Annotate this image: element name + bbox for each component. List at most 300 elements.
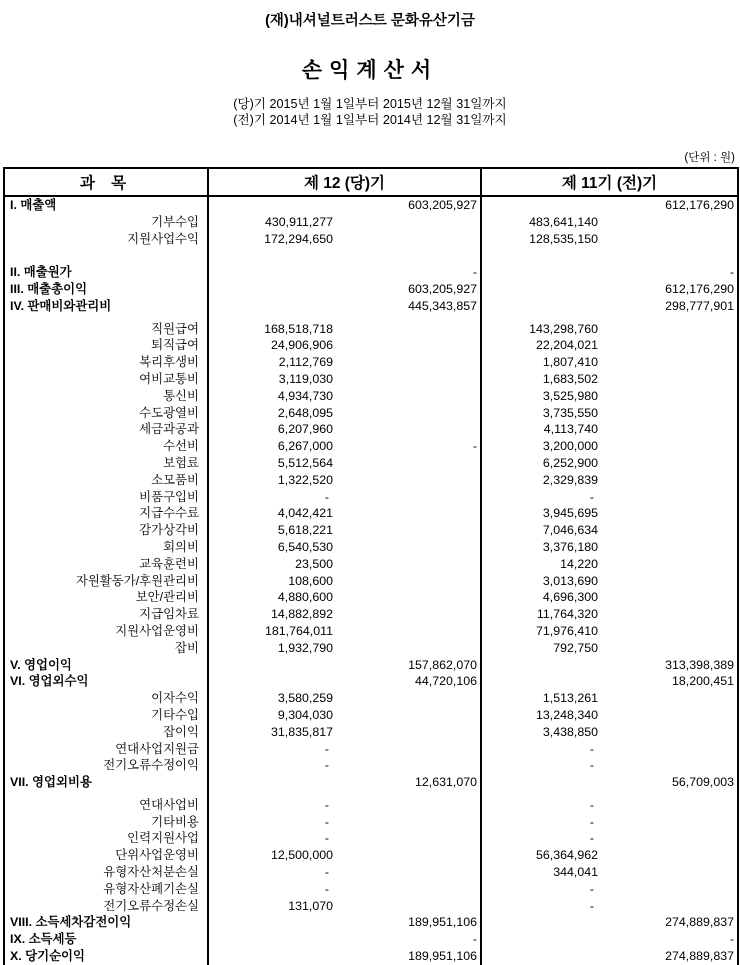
detail-amount xyxy=(482,948,598,965)
statement-row xyxy=(4,640,738,657)
account-label-major: V. 영업이익 xyxy=(10,657,72,672)
account-label-sub: 자원활동가/후원관리비 xyxy=(75,573,199,588)
statement-row xyxy=(4,196,738,214)
total-amount xyxy=(598,337,737,354)
document-title: 손익계산서 xyxy=(301,59,439,82)
total-amount: 189,951,106 xyxy=(408,915,477,930)
statement-row xyxy=(4,573,738,590)
account-cell xyxy=(4,455,208,472)
column-header-prior-period: 제 11기 (전)기 xyxy=(481,168,738,196)
detail-amount: 9,304,030 xyxy=(277,707,333,722)
account-cell xyxy=(4,657,208,674)
prior-period-cell xyxy=(481,914,738,931)
statement-row xyxy=(4,539,738,556)
income-statement-table xyxy=(3,167,739,965)
total-amount xyxy=(333,388,480,405)
statement-row xyxy=(4,354,738,371)
total-amount: 12,631,070 xyxy=(414,775,477,790)
current-period-cell xyxy=(208,247,481,264)
statement-row xyxy=(4,814,738,831)
statement-row xyxy=(4,690,738,707)
account-cell xyxy=(4,371,208,388)
current-period-cell xyxy=(208,847,481,864)
account-cell xyxy=(4,264,208,281)
detail-amount: 3,438,850 xyxy=(542,724,598,739)
detail-amount: 3,735,550 xyxy=(542,405,598,420)
detail-amount: 11,764,320 xyxy=(536,607,598,622)
detail-amount: 792,750 xyxy=(553,640,598,655)
current-period-cell xyxy=(208,539,481,556)
detail-amount: 5,512,564 xyxy=(277,455,333,470)
total-amount xyxy=(333,505,480,522)
account-cell xyxy=(4,847,208,864)
total-amount xyxy=(598,741,737,758)
prior-period-cell xyxy=(481,231,738,248)
total-amount xyxy=(333,489,480,506)
total-amount: 298,777,901 xyxy=(665,298,734,313)
total-amount xyxy=(598,707,737,724)
statement-row xyxy=(4,724,738,741)
detail-amount: 344,041 xyxy=(553,865,598,880)
current-period-cell xyxy=(208,522,481,539)
account-label-sub: 인력지원사업 xyxy=(127,831,199,846)
detail-amount: - xyxy=(589,489,594,504)
statement-row xyxy=(4,673,738,690)
detail-amount xyxy=(482,657,598,674)
account-label-sub: 회의비 xyxy=(163,539,199,554)
account-label-major: VII. 영업외비용 xyxy=(10,775,92,790)
account-label-major: I. 매출액 xyxy=(10,198,57,212)
statement-row xyxy=(4,797,738,814)
prior-period-cell xyxy=(481,573,738,590)
current-period-cell xyxy=(208,914,481,931)
current-period-cell xyxy=(208,707,481,724)
detail-amount xyxy=(209,281,333,298)
prior-period-cell xyxy=(481,438,738,455)
total-amount xyxy=(333,214,480,231)
account-cell xyxy=(4,640,208,657)
account-cell xyxy=(4,774,208,791)
statement-row xyxy=(4,472,738,489)
total-amount: 189,951,106 xyxy=(408,949,477,964)
total-amount xyxy=(598,505,737,522)
detail-amount xyxy=(482,931,598,948)
account-label-sub: 수선비 xyxy=(163,439,199,454)
current-period-cell xyxy=(208,657,481,674)
detail-amount: 14,220 xyxy=(560,556,598,571)
column-header-account: 과 목 xyxy=(4,168,208,196)
detail-amount: 2,648,095 xyxy=(277,405,333,420)
prior-period-cell xyxy=(481,321,738,338)
detail-amount: 131,070 xyxy=(288,898,333,913)
detail-amount: 108,600 xyxy=(288,573,333,588)
account-label-major: VI. 영업외수익 xyxy=(10,674,89,689)
prior-period-cell xyxy=(481,881,738,898)
statement-row xyxy=(4,298,738,315)
detail-amount: 4,880,600 xyxy=(277,590,333,605)
total-amount: 274,889,837 xyxy=(665,949,734,964)
prior-period-cell xyxy=(481,405,738,422)
total-amount xyxy=(333,556,480,573)
current-period-cell xyxy=(208,354,481,371)
prior-period-cell xyxy=(481,757,738,774)
statement-row xyxy=(4,522,738,539)
total-amount xyxy=(598,405,737,422)
total-amount xyxy=(333,814,480,831)
total-amount xyxy=(598,573,737,590)
account-cell xyxy=(4,623,208,640)
prior-period-cell xyxy=(481,830,738,847)
current-period-cell xyxy=(208,371,481,388)
prior-period-cell xyxy=(481,505,738,522)
total-amount xyxy=(333,623,480,640)
account-label-sub: 교육훈련비 xyxy=(139,556,199,571)
prior-period-cell xyxy=(481,556,738,573)
total-amount xyxy=(598,421,737,438)
detail-amount xyxy=(209,774,333,791)
current-period-cell xyxy=(208,757,481,774)
total-amount: 157,862,070 xyxy=(408,657,477,672)
total-amount xyxy=(333,321,480,338)
account-cell xyxy=(4,388,208,405)
spacer-row xyxy=(4,247,738,264)
account-label-sub: 세금과공과 xyxy=(139,422,199,437)
detail-amount xyxy=(482,281,598,298)
total-amount xyxy=(333,522,480,539)
detail-amount: - xyxy=(324,741,329,756)
total-amount xyxy=(598,606,737,623)
statement-row xyxy=(4,455,738,472)
total-amount xyxy=(333,354,480,371)
detail-amount: 14,882,892 xyxy=(270,607,333,622)
total-amount: - xyxy=(472,439,477,454)
statement-row xyxy=(4,757,738,774)
statement-row xyxy=(4,589,738,606)
total-amount xyxy=(598,321,737,338)
account-cell xyxy=(4,405,208,422)
account-label-sub: 지원사업수익 xyxy=(127,231,199,246)
detail-amount: - xyxy=(589,831,594,846)
account-cell xyxy=(4,556,208,573)
total-amount xyxy=(598,640,737,657)
prior-period-cell xyxy=(481,455,738,472)
table-body xyxy=(4,196,738,965)
statement-row xyxy=(4,388,738,405)
prior-period-cell xyxy=(481,264,738,281)
current-period-cell xyxy=(208,298,481,315)
detail-amount: 31,835,817 xyxy=(270,724,333,739)
current-period-cell xyxy=(208,281,481,298)
account-label-sub: 전기오류수정이익 xyxy=(103,758,199,773)
account-cell xyxy=(4,898,208,915)
prior-period-cell xyxy=(481,847,738,864)
statement-row xyxy=(4,948,738,965)
total-amount xyxy=(333,371,480,388)
detail-amount: 128,535,150 xyxy=(529,231,598,246)
total-amount xyxy=(333,231,480,248)
account-cell xyxy=(4,741,208,758)
current-period-line: (당)기 2015년 1월 1일부터 2015년 12월 31일까지 xyxy=(233,97,507,111)
statement-row xyxy=(4,264,738,281)
account-cell xyxy=(4,881,208,898)
account-label-sub: 감가상각비 xyxy=(139,523,199,538)
detail-amount: - xyxy=(589,814,594,829)
current-period-cell xyxy=(208,196,481,214)
detail-amount xyxy=(209,264,333,281)
detail-amount: 3,580,259 xyxy=(277,691,333,706)
account-cell xyxy=(4,421,208,438)
detail-amount: 1,683,502 xyxy=(542,371,598,386)
account-label-sub: 전기오류수정손실 xyxy=(103,898,199,913)
total-amount xyxy=(598,690,737,707)
total-amount: 56,709,003 xyxy=(671,775,734,790)
total-amount: 18,200,451 xyxy=(671,674,734,689)
total-amount: 44,720,106 xyxy=(414,674,477,689)
total-amount xyxy=(598,556,737,573)
prior-period-cell xyxy=(481,707,738,724)
prior-period-cell xyxy=(481,522,738,539)
current-period-cell xyxy=(208,623,481,640)
total-amount xyxy=(598,757,737,774)
detail-amount: 3,200,000 xyxy=(542,439,598,454)
total-amount: - xyxy=(729,932,734,947)
current-period-cell xyxy=(208,214,481,231)
total-amount: 603,205,927 xyxy=(408,198,477,212)
detail-amount: 5,618,221 xyxy=(277,523,333,538)
account-cell xyxy=(4,914,208,931)
account-cell xyxy=(4,337,208,354)
statement-row xyxy=(4,606,738,623)
account-cell xyxy=(4,673,208,690)
detail-amount: - xyxy=(589,797,594,812)
detail-amount: 3,119,030 xyxy=(278,371,333,386)
account-cell xyxy=(4,196,208,214)
detail-amount: 23,500 xyxy=(295,556,333,571)
total-amount xyxy=(598,438,737,455)
account-cell xyxy=(4,438,208,455)
current-period-cell xyxy=(208,864,481,881)
detail-amount: - xyxy=(324,831,329,846)
detail-amount: 4,696,300 xyxy=(542,590,598,605)
total-amount xyxy=(598,455,737,472)
detail-amount: 168,518,718 xyxy=(264,321,333,336)
current-period-cell xyxy=(208,881,481,898)
total-amount xyxy=(333,455,480,472)
account-label-sub: 비품구입비 xyxy=(139,489,199,504)
detail-amount: - xyxy=(324,489,329,504)
total-amount xyxy=(598,881,737,898)
statement-row xyxy=(4,489,738,506)
account-label-sub: 복리후생비 xyxy=(139,355,199,370)
detail-amount xyxy=(482,197,598,214)
total-amount xyxy=(598,354,737,371)
current-period-cell xyxy=(208,231,481,248)
account-label-sub: 보험료 xyxy=(163,455,199,470)
prior-period-cell xyxy=(481,421,738,438)
current-period-cell xyxy=(208,948,481,965)
account-label-major: VIII. 소득세차감전이익 xyxy=(10,915,132,930)
detail-amount: 430,911,277 xyxy=(265,214,333,229)
account-label-major: II. 매출원가 xyxy=(10,265,72,280)
total-amount: - xyxy=(729,265,734,280)
statement-row xyxy=(4,881,738,898)
current-period-cell xyxy=(208,673,481,690)
account-label-major: X. 당기순이익 xyxy=(10,949,85,964)
total-amount: 313,398,389 xyxy=(665,657,734,672)
detail-amount xyxy=(482,264,598,281)
account-cell xyxy=(4,814,208,831)
detail-amount: 1,932,790 xyxy=(277,640,333,655)
total-amount xyxy=(333,864,480,881)
prior-period-cell xyxy=(481,898,738,915)
detail-amount xyxy=(482,774,598,791)
prior-period-cell xyxy=(481,214,738,231)
prior-period-cell xyxy=(481,247,738,264)
account-label-sub: 연대사업지원금 xyxy=(115,741,199,756)
account-label-sub: 유형자산처분손실 xyxy=(103,865,199,880)
prior-period-cell xyxy=(481,948,738,965)
account-label-sub: 잡이익 xyxy=(163,724,199,739)
prior-period-cell xyxy=(481,281,738,298)
statement-row xyxy=(4,864,738,881)
account-cell xyxy=(4,247,208,264)
account-cell xyxy=(4,231,208,248)
detail-amount: 2,112,769 xyxy=(278,355,333,370)
prior-period-cell xyxy=(481,606,738,623)
detail-amount: 143,298,760 xyxy=(529,321,598,336)
prior-period-line: (전)기 2014년 1월 1일부터 2014년 12월 31일까지 xyxy=(233,112,507,127)
detail-amount: 3,376,180 xyxy=(542,539,598,554)
total-amount xyxy=(333,830,480,847)
prior-period-cell xyxy=(481,539,738,556)
prior-period-cell xyxy=(481,814,738,831)
detail-amount xyxy=(482,298,598,315)
detail-amount xyxy=(209,197,333,214)
account-label-sub: 직원급여 xyxy=(151,321,199,336)
organization-name: (재)내셔널트러스트 문화유산기금 xyxy=(265,13,475,29)
current-period-cell xyxy=(208,421,481,438)
table-header xyxy=(4,168,738,196)
statement-row xyxy=(4,914,738,931)
total-amount xyxy=(598,522,737,539)
account-cell xyxy=(4,864,208,881)
detail-amount: 2,329,839 xyxy=(542,472,598,487)
prior-period-cell xyxy=(481,931,738,948)
statement-row xyxy=(4,421,738,438)
account-cell xyxy=(4,298,208,315)
total-amount xyxy=(333,573,480,590)
account-cell xyxy=(4,472,208,489)
total-amount xyxy=(333,640,480,657)
total-amount xyxy=(598,539,737,556)
detail-amount xyxy=(209,673,333,690)
total-amount xyxy=(333,797,480,814)
account-label-sub: 통신비 xyxy=(163,388,199,403)
total-amount xyxy=(598,797,737,814)
current-period-cell xyxy=(208,640,481,657)
prior-period-cell xyxy=(481,337,738,354)
account-label-sub: 보안/관리비 xyxy=(135,590,199,605)
detail-amount: 3,525,980 xyxy=(542,388,598,403)
detail-amount: 1,322,520 xyxy=(277,472,333,487)
current-period-cell xyxy=(208,388,481,405)
total-amount xyxy=(333,690,480,707)
detail-amount: - xyxy=(324,865,329,880)
current-period-cell xyxy=(208,573,481,590)
current-period-cell xyxy=(208,489,481,506)
prior-period-cell xyxy=(481,673,738,690)
total-amount xyxy=(598,231,737,248)
statement-row xyxy=(4,505,738,522)
statement-row xyxy=(4,321,738,338)
account-cell xyxy=(4,931,208,948)
total-amount xyxy=(333,881,480,898)
total-amount xyxy=(333,707,480,724)
detail-amount: 4,934,730 xyxy=(277,388,333,403)
account-label-sub: 지원사업운영비 xyxy=(115,623,199,638)
prior-period-cell xyxy=(481,690,738,707)
detail-amount: - xyxy=(589,741,594,756)
prior-period-cell xyxy=(481,388,738,405)
prior-period-cell xyxy=(481,371,738,388)
account-label-sub: 이자수익 xyxy=(151,691,199,706)
detail-amount: 4,113,740 xyxy=(543,422,598,437)
current-period-cell xyxy=(208,898,481,915)
account-label-sub: 기부수입 xyxy=(151,214,199,229)
statement-row xyxy=(4,231,738,248)
total-amount xyxy=(598,472,737,489)
prior-period-cell xyxy=(481,196,738,214)
total-amount xyxy=(598,371,737,388)
reporting-periods xyxy=(0,97,740,128)
prior-period-cell xyxy=(481,640,738,657)
detail-amount: 6,207,960 xyxy=(277,422,333,437)
total-amount xyxy=(333,421,480,438)
total-amount xyxy=(333,589,480,606)
total-amount xyxy=(598,864,737,881)
current-period-cell xyxy=(208,321,481,338)
total-amount xyxy=(598,830,737,847)
current-period-cell xyxy=(208,472,481,489)
total-amount xyxy=(333,741,480,758)
statement-row xyxy=(4,707,738,724)
total-amount: 445,343,857 xyxy=(408,298,477,313)
statement-row xyxy=(4,741,738,758)
statement-row xyxy=(4,830,738,847)
total-amount xyxy=(598,388,737,405)
detail-amount: 1,807,410 xyxy=(542,355,598,370)
prior-period-cell xyxy=(481,657,738,674)
detail-amount xyxy=(209,931,333,948)
statement-row xyxy=(4,556,738,573)
prior-period-cell xyxy=(481,472,738,489)
detail-amount: 1,513,261 xyxy=(542,691,598,706)
account-cell xyxy=(4,724,208,741)
statement-row xyxy=(4,281,738,298)
total-amount xyxy=(333,898,480,915)
detail-amount: 3,013,690 xyxy=(542,573,598,588)
account-label-sub: 지급임차료 xyxy=(139,607,199,622)
account-label-sub: 단위사업운영비 xyxy=(115,848,199,863)
account-label-sub: 수도광열비 xyxy=(139,405,199,420)
detail-amount: 71,976,410 xyxy=(535,623,598,638)
total-amount xyxy=(598,847,737,864)
total-amount xyxy=(333,472,480,489)
detail-amount xyxy=(209,657,333,674)
prior-period-cell xyxy=(481,724,738,741)
detail-amount: 6,540,530 xyxy=(277,539,333,554)
prior-period-cell xyxy=(481,489,738,506)
